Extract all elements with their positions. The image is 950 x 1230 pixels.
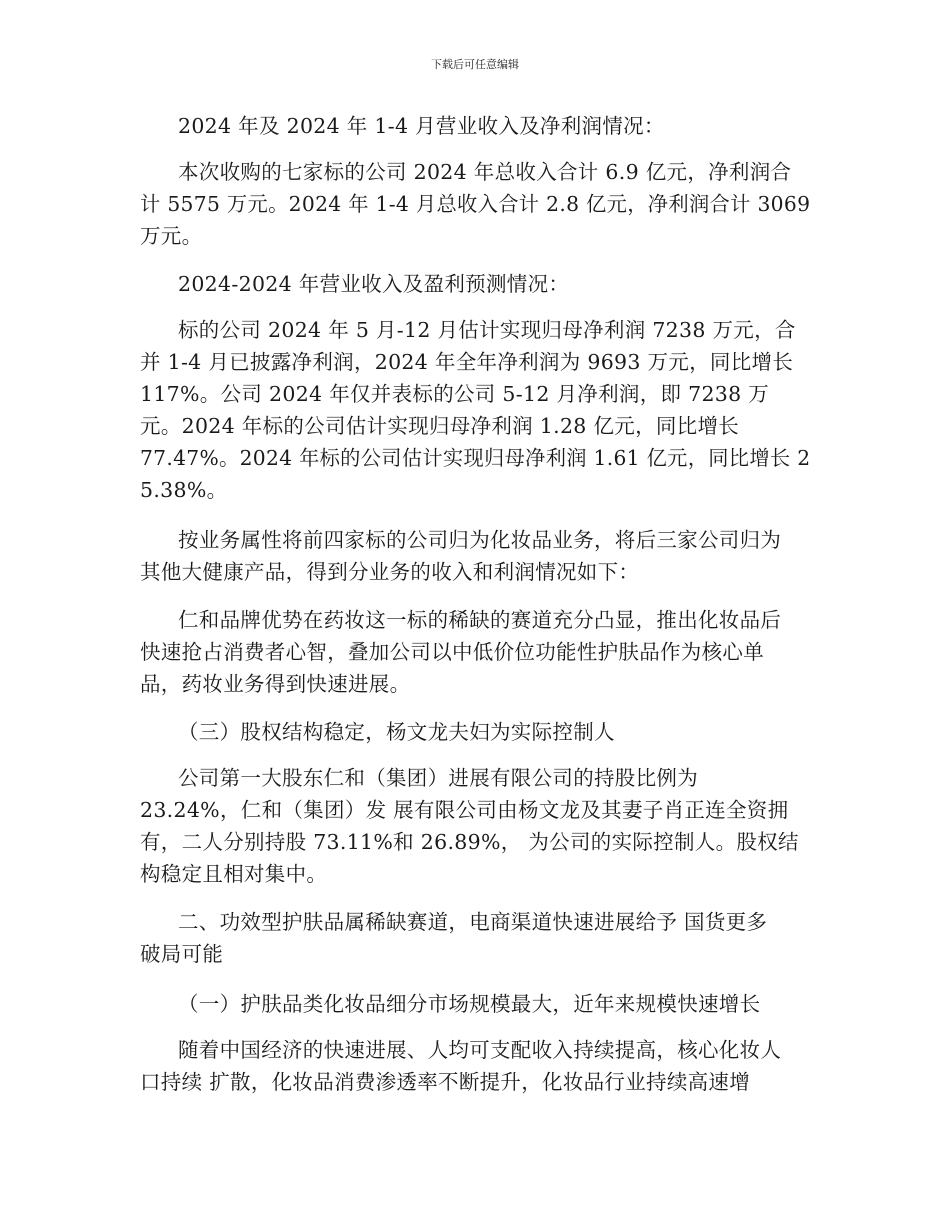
- text-line: 117%。公司 2024 年仅并表标的公司 5-12 月净利润，即 7238 万: [140, 382, 770, 406]
- text-line: 品，药妆业务得到快速进展。: [140, 672, 411, 696]
- section-heading: （三）股权结构稳定，杨文龙夫妇为实际控制人: [178, 720, 615, 744]
- text-line: 2024 年及 2024 年 1-4 月营业收入及净利润情况：: [178, 114, 665, 138]
- text-line: 仁和品牌优势在药妆这一标的稀缺的赛道充分凸显，推出化妆品后: [178, 608, 782, 632]
- text-line: 并 1-4 月已披露净利润，2024 年全年净利润为 9693 万元，同比增长: [140, 350, 794, 374]
- text-line: 77.47%。2024 年标的公司估计实现归母净利润 1.61 亿元，同比增长 2: [140, 446, 811, 470]
- text-line: 有，二人分别持股 73.11%和 26.89%， 为公司的实际控制人。股权结: [140, 830, 799, 854]
- text-line: 按业务属性将前四家标的公司归为化妆品业务，将后三家公司归为: [178, 528, 782, 552]
- text-line: 2024-2024 年营业收入及盈利预测情况：: [178, 272, 570, 296]
- text-line: 随着中国经济的快速进展、人均可支配收入持续提高，核心化妆人: [178, 1038, 782, 1062]
- text-line: 5.38%。: [140, 478, 228, 502]
- section-heading: 二、功效型护肤品属稀缺赛道，电商渠道快速进展给予 国货更多: [178, 910, 768, 934]
- text-line: 口持续 扩散，化妆品消费渗透率不断提升，化妆品行业持续高速增: [140, 1070, 751, 1094]
- text-line: 公司第一大股东仁和（集团）进展有限公司的持股比例为: [178, 766, 698, 790]
- text-line: 计 5575 万元。2024 年 1-4 月总收入合计 2.8 亿元，净利润合计 3069: [140, 192, 811, 216]
- text-line: 快速抢占消费者心智，叠加公司以中低价位功能性护肤品作为核心单: [140, 640, 764, 664]
- section-heading: 破局可能: [140, 942, 224, 966]
- text-line: 标的公司 2024 年 5 月-12 月估计实现归母净利润 7238 万元，合: [178, 318, 796, 342]
- text-line: 元。2024 年标的公司估计实现归母净利润 1.28 亿元，同比增长: [140, 414, 740, 438]
- text-line: 本次收购的七家标的公司 2024 年总收入合计 6.9 亿元，净利润合: [178, 160, 792, 184]
- text-line: 万元。: [140, 224, 203, 248]
- text-line: 23.24%，仁和（集团）发 展有限公司由杨文龙及其妻子肖正连全资拥: [140, 798, 789, 822]
- section-heading: （一）护肤品类化妆品细分市场规模最大，近年来规模快速增长: [178, 992, 761, 1016]
- text-line: 其他大健康产品，得到分业务的收入和利润情况如下：: [140, 560, 640, 584]
- page-header: 下载后可任意编辑: [431, 58, 519, 71]
- text-line: 构稳定且相对集中。: [140, 862, 328, 886]
